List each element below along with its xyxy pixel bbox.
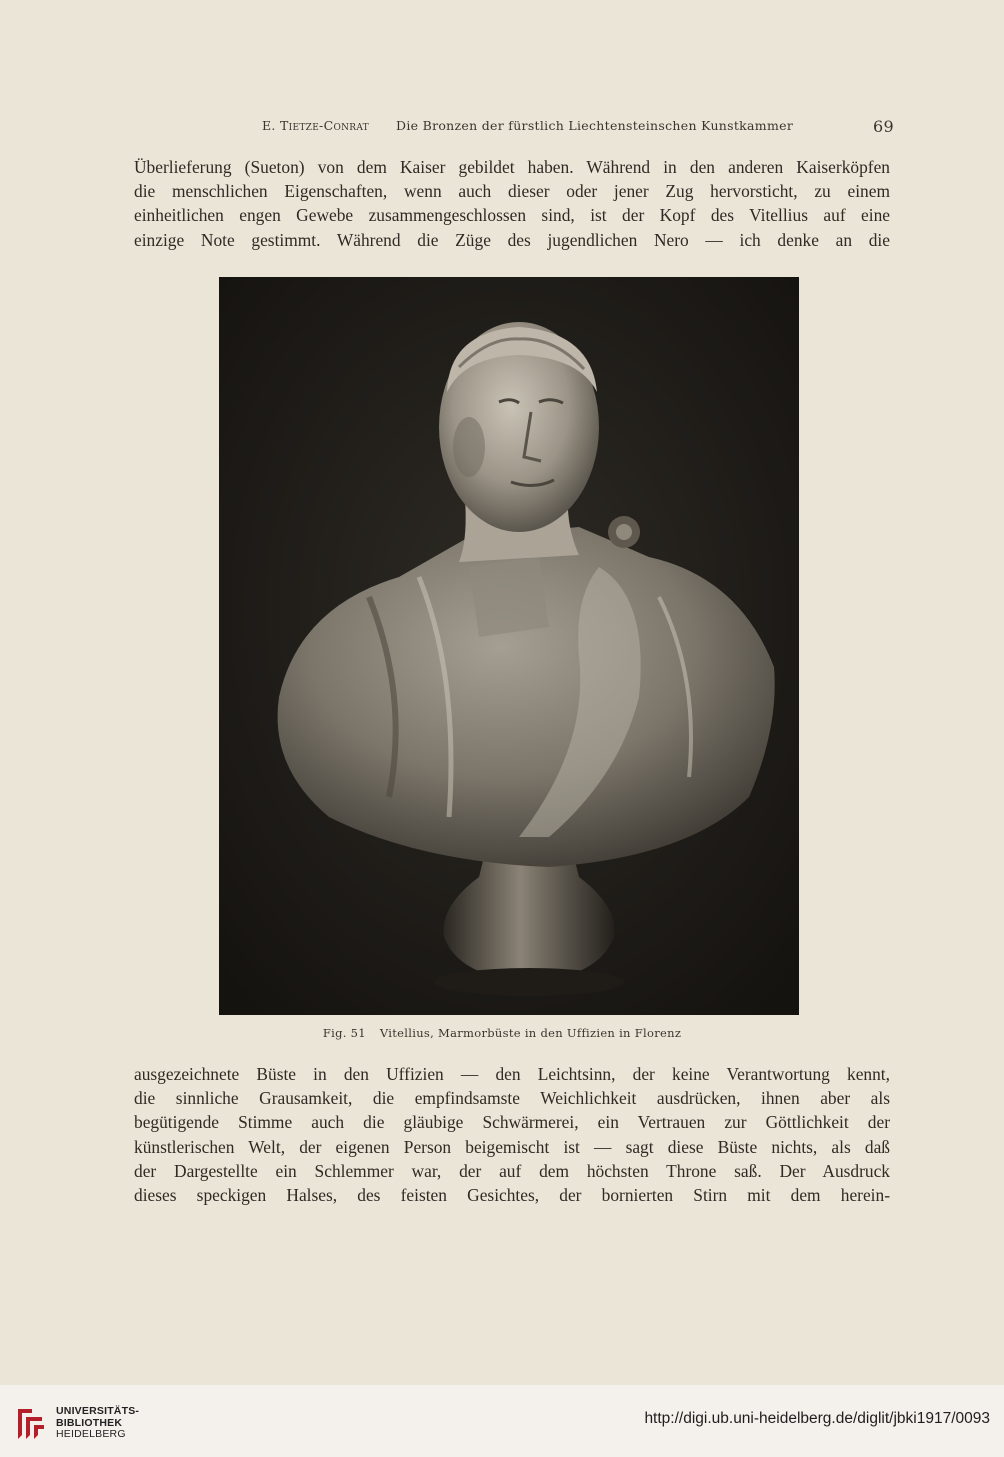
figure-caption [0,1026,1004,1040]
bust-photograph [219,277,799,1015]
text-line: ausgezeichnete Büste in den Uffizien — den Leichtsinn, der keine Verantwortung kennt, [134,1064,890,1084]
library-name-line3: HEIDELBERG [56,1428,126,1440]
header-author: E. Tietze-Conrat [262,118,369,133]
permalink-url[interactable]: http://digi.ub.uni-heidelberg.de/diglit/jbki1917/0093 [644,1410,990,1427]
library-name-line2: BIBLIOTHEK [56,1416,123,1429]
figure-caption-text: Vitellius, Marmorbüste in den Uffizien in Florenz [379,1026,682,1040]
library-name [56,1406,139,1441]
library-footer [0,1385,1004,1457]
text-line: der Dargestellte ein Schlemmer war, der auf dem höchsten Throne saß. Der Ausdruck [134,1160,890,1181]
body-text-bottom [134,1062,890,1207]
header-title: Die Bronzen der fürstlich Liechtensteinschen Kunstkammer [396,118,794,133]
library-logo-icon [12,1405,48,1441]
text-line: die sinnliche Grausamkeit, die empfindsamste Weichlichkeit ausdrücken, ihnen aber als [134,1088,890,1109]
text-line: dieses speckigen Halses, des feisten Gesichtes, der bornierten Stirn mit dem herein- [134,1184,890,1205]
body-text-top [134,155,890,252]
text-line: künstlerischen Welt, der eigenen Person beigemischt ist — sagt diese Büste nichts, als daß [134,1136,890,1157]
text-line: begütigende Stimme auch die gläubige Schwärmerei, ein Vertrauen zur Göttlichkeit der [134,1112,890,1133]
text-line: einheitlichen engen Gewebe zusammengeschlossen sind, ist der Kopf des Vitellius auf eine [134,205,890,226]
vitellius-bust-image [219,277,799,1015]
page-number: 69 [873,117,894,136]
figure-label: Fig. 51 [322,1026,366,1040]
library-name-line1: UNIVERSITÄTS- [56,1405,140,1417]
text-line: einzige Note gestimmt. Während die Züge des jugendlichen Nero — ich denke an die [134,229,890,250]
text-line: Überlieferung (Sueton) von dem Kaiser gebildet haben. Während in den anderen Kaiserköpfen [134,157,890,177]
text-line: die menschlichen Eigenschaften, wenn auch dieser oder jener Zug hervorsticht, zu einem [134,181,890,202]
